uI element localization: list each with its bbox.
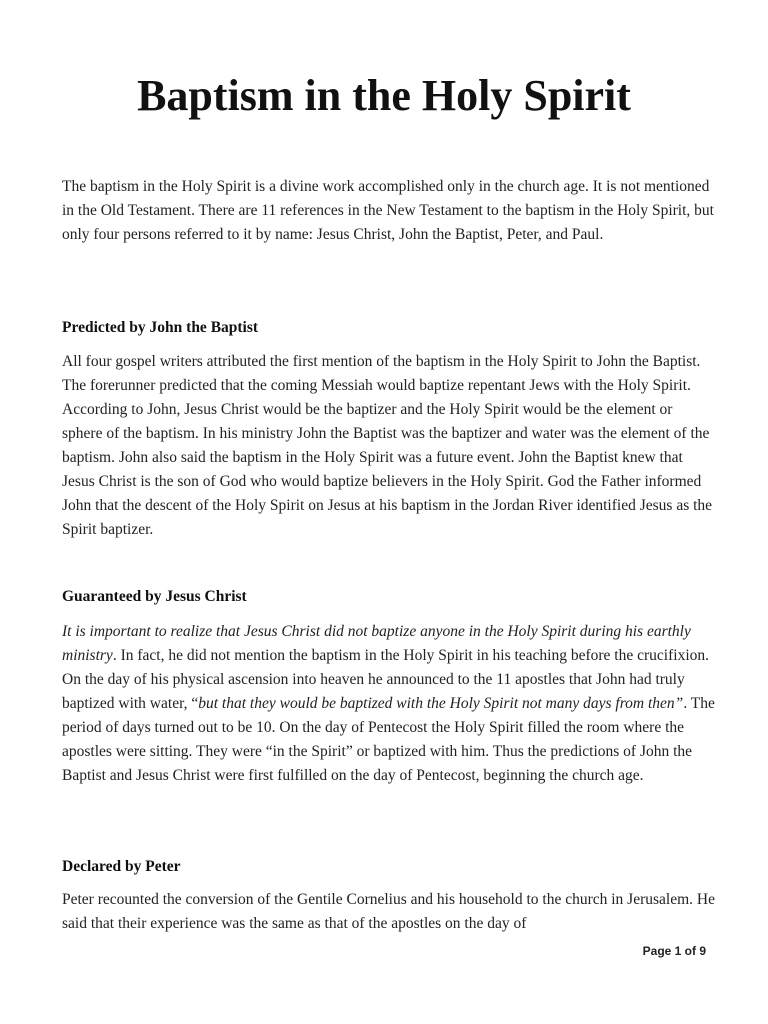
document-title: Baptism in the Holy Spirit: [137, 71, 631, 120]
intro-paragraph: The baptism in the Holy Spirit is a divine work accomplished only in the church age. It is not mentioned in the Old Testament. There are 11 references in the New Testament to the baptism in the Holy Spirit, but only four persons referred to it by name: Jesus Christ, John the Baptist, Peter, and Paul.: [62, 178, 714, 243]
section-heading-guaranteed: Guaranteed by Jesus Christ: [62, 588, 247, 605]
section-body-guaranteed: [62, 620, 716, 788]
section-heading-predicted: Predicted by John the Baptist: [62, 319, 259, 336]
section-heading-declared: Declared by Peter: [62, 858, 181, 875]
body-text-part-2: . The period of days turned out to be 10. On the day of Pentecost the Holy Spirit filled the room where the apostles were sitting. They were “in the Spirit” or baptized with him. Thus the predictions of John the Baptist and Jesus Christ were first fulfilled on the day of Pentecost, beginning the church age.: [62, 695, 715, 784]
italic-quote-text: but that they would be baptized with the Holy Spirit not many days from then”: [198, 695, 684, 712]
body-text-part-1: . In fact, he did not mention the baptism in the Holy Spirit in his teaching before the crucifixion. On the day of his physical ascension into heaven he announced to the 11 apostles that John had truly baptized with water, “: [62, 647, 709, 712]
page-number: Page 1 of 9: [642, 944, 706, 958]
section-body-declared: Peter recounted the conversion of the Gentile Cornelius and his household to the church in Jerusalem. He said that their experience was the same as that of the apostles on the day of: [62, 891, 715, 932]
italic-lead-text: It is important to realize that Jesus Christ did not baptize anyone in the Holy Spirit during his earthly ministry: [62, 623, 691, 664]
section-body-predicted: All four gospel writers attributed the first mention of the baptism in the Holy Spirit to John the Baptist. The forerunner predicted that the coming Messiah would baptize repentant Jews with the Holy Spirit. According to John, Jesus Christ would be the baptizer and the Holy Spirit would be the element or sphere of the baptism. In his ministry John the Baptist was the baptizer and water was the element of the baptism. John also said the baptism in the Holy Spirit was a future event. John the Baptist knew that Jesus Christ is the son of God who would baptize believers in the Holy Spirit. God the Father informed John that the descent of the Holy Spirit on Jesus at his baptism in the Jordan River identified Jesus as the Spirit baptizer.: [62, 353, 713, 538]
